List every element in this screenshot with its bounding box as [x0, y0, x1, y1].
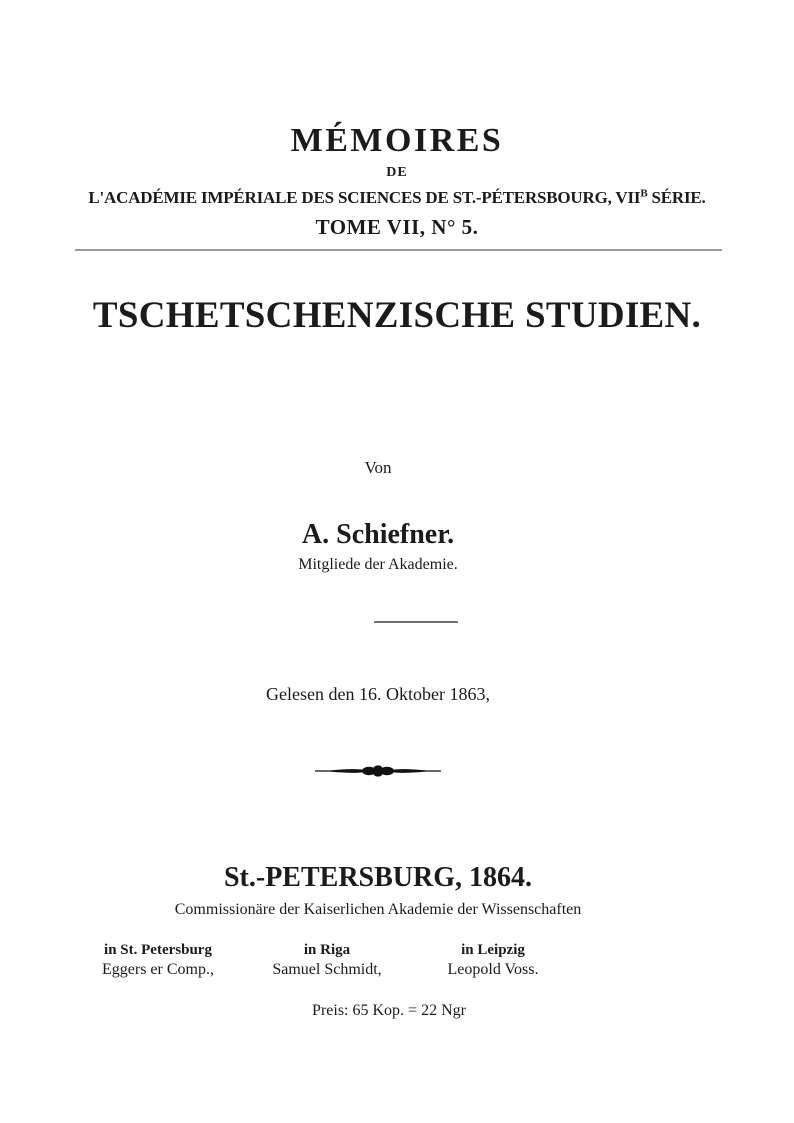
- work-title: TSCHETSCHENZISCHE STUDIEN.: [92, 295, 702, 336]
- academy-line-serie: SÉRIE.: [647, 188, 706, 207]
- agent-city: in Riga: [303, 942, 351, 958]
- agent-name: Leopold Voss.: [447, 960, 539, 978]
- author-divider-rule: [374, 621, 458, 623]
- header-divider-rule: [75, 249, 722, 251]
- author-affiliation: Mitgliede der Akademie.: [298, 556, 458, 573]
- agent-city: in St. Petersburg: [104, 942, 212, 958]
- series-superscript: B: [640, 187, 648, 200]
- journal-subtitle-de: DE: [386, 165, 408, 180]
- academy-line: [0, 188, 794, 208]
- agent-city: in Leipzig: [461, 942, 525, 958]
- agent-name: Samuel Schmidt,: [272, 960, 382, 978]
- place-year: St.-PETERSBURG, 1864.: [223, 862, 533, 893]
- author-divider-wrap: [0, 621, 794, 623]
- swelled-rule-ornament: [314, 763, 442, 779]
- agent-leipzig: [393, 941, 593, 981]
- price-line: Preis: 65 Kop. = 22 Ngr: [312, 1002, 466, 1019]
- journal-title: MÉMOIRES: [290, 122, 504, 159]
- academy-line-text: L'ACADÉMIE IMPÉRIALE DES SCIENCES DE ST.-PÉTERSBOURG, VII: [88, 188, 641, 207]
- agent-name: Eggers er Comp.,: [102, 960, 214, 978]
- byline-intro: Von: [364, 458, 392, 477]
- presented-date-line: Gelesen den 16. Oktober 1863,: [266, 684, 490, 704]
- ornament-wrap: [0, 763, 794, 781]
- tome-number-line: TOME VII, N° 5.: [315, 215, 479, 239]
- commissionaires-line: Commissionäre der Kaiserlichen Akademie der Wissenschaften: [174, 901, 582, 918]
- author-name: A. Schiefner.: [301, 519, 455, 550]
